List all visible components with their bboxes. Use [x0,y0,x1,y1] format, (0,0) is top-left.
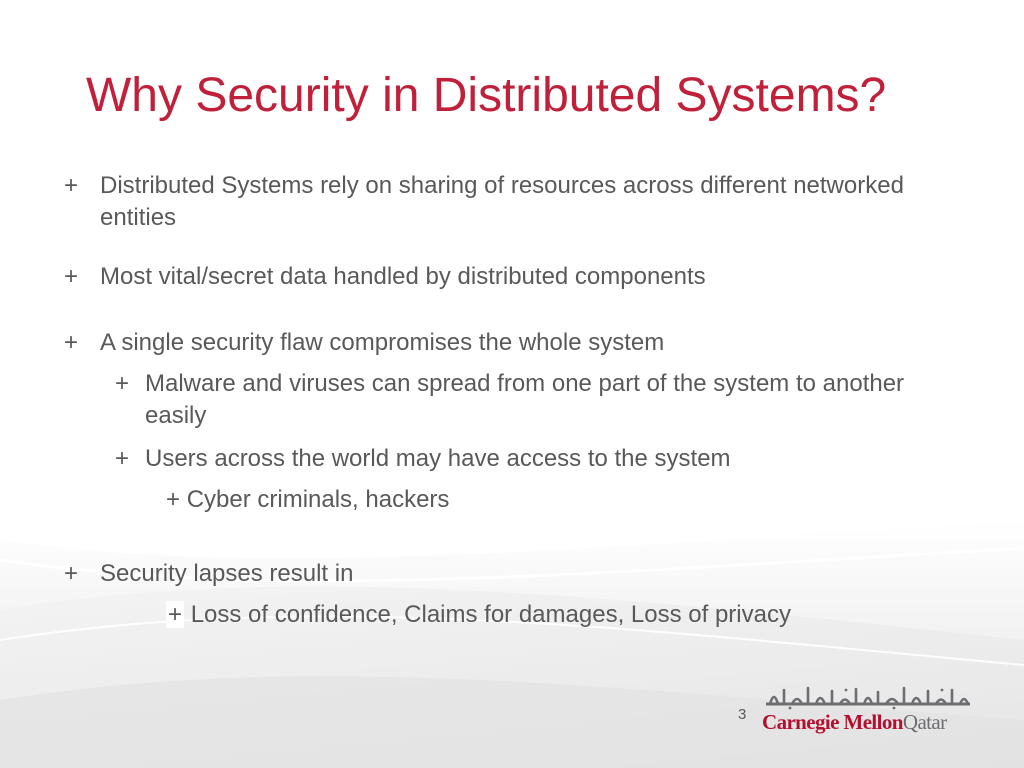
bullet-marker: + [64,172,79,199]
bullet-marker: + [166,486,181,513]
logo-name: Carnegie Mellon [762,710,903,734]
bullet-marker: + [64,329,79,356]
bullet-marker: + [64,263,79,290]
bullet-text: Distributed Systems rely on sharing of resources across different networked entities [100,172,904,231]
sub-sub-bullet-item [166,599,926,631]
bullet-marker: + [115,445,130,472]
page-number: 3 [738,706,747,723]
bullet-item [64,170,930,234]
bullet-text: Security lapses result in [100,560,354,587]
logo-location: Qatar [902,710,947,734]
bullet-text: Loss of confidence, Claims for damages, Loss of privacy [190,601,791,628]
logo-wordmark [762,710,947,735]
bullet-text: Cyber criminals, hackers [186,486,450,513]
bullet-item [64,558,930,590]
bullet-marker: + [64,560,79,587]
arabic-logo-text [760,684,976,710]
bullet-text: A single security flaw compromises the whole system [100,329,665,356]
bullet-marker: + [115,370,130,397]
bullet-item [64,327,930,359]
bullet-marker: + [168,601,183,628]
sub-bullet-item [115,368,955,432]
carnegie-mellon-qatar-logo [760,684,976,740]
bullet-text: Malware and viruses can spread from one part of the system to another easily [145,370,905,429]
bullet-item [64,261,930,293]
sub-sub-bullet-item [166,484,926,516]
bullet-text: Most vital/secret data handled by distributed components [100,263,706,290]
slide-title: Why Security in Distributed Systems? [86,69,887,122]
bullet-text: Users across the world may have access to the system [145,445,731,472]
sub-bullet-item [115,443,955,475]
